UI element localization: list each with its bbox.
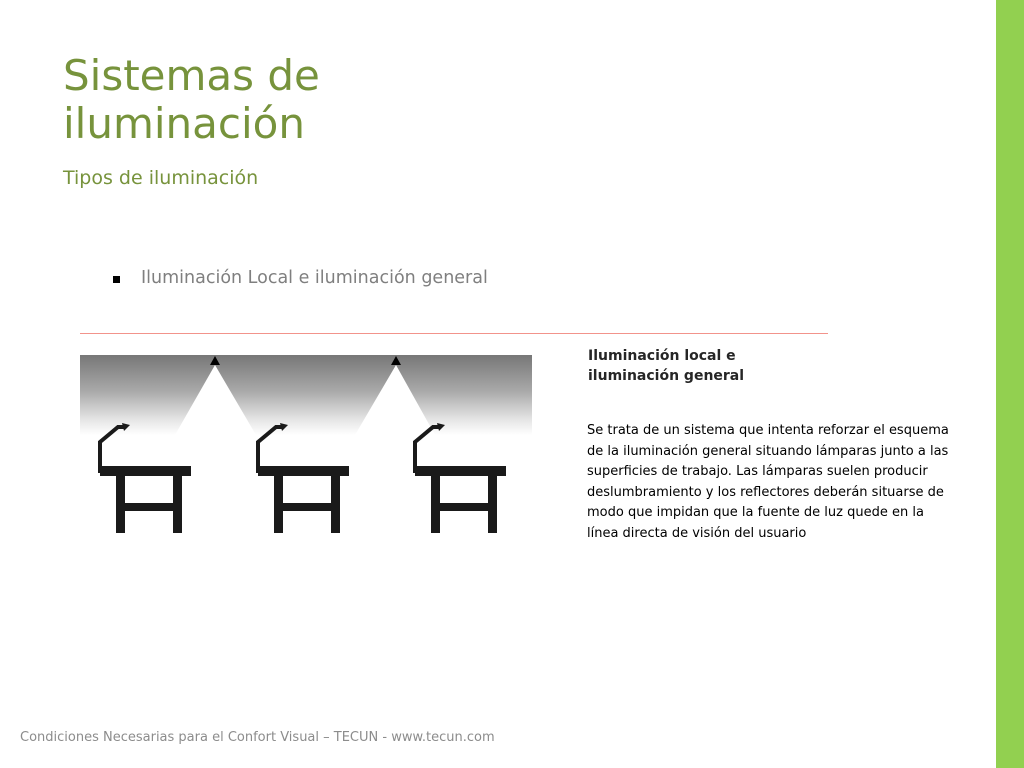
side-accent-bar [996, 0, 1024, 768]
bullet-marker-icon [113, 276, 120, 283]
figure-caption-title: Iluminación local e iluminación general [588, 348, 745, 384]
desk-with-lamp-icon [100, 423, 191, 533]
lighting-illustration [80, 355, 532, 540]
figure-caption-body: Se trata de un sistema que intenta reforzar el esquema de la iluminación general situando lámparas junto a las superficies de trabajo. Las lámparas suelen producir deslumbramiento y los reflectores deberán situarse de modo que impidan que la fuente de luz quede en la línea directa de visión del usuario [587, 423, 949, 541]
bullet-text: Iluminación Local e iluminación general [141, 268, 488, 288]
desk-with-lamp-icon [258, 423, 349, 533]
slide-subtitle: Tipos de iluminación [63, 167, 259, 189]
ceiling-shading [80, 355, 532, 435]
desk-with-lamp-icon [415, 423, 506, 533]
bullet-item [113, 268, 488, 288]
divider-line [80, 333, 828, 334]
slide-title: Sistemas de iluminación [63, 51, 320, 148]
slide-footer: Condiciones Necesarias para el Confort Visual – TECUN - www.tecun.com [20, 730, 495, 745]
